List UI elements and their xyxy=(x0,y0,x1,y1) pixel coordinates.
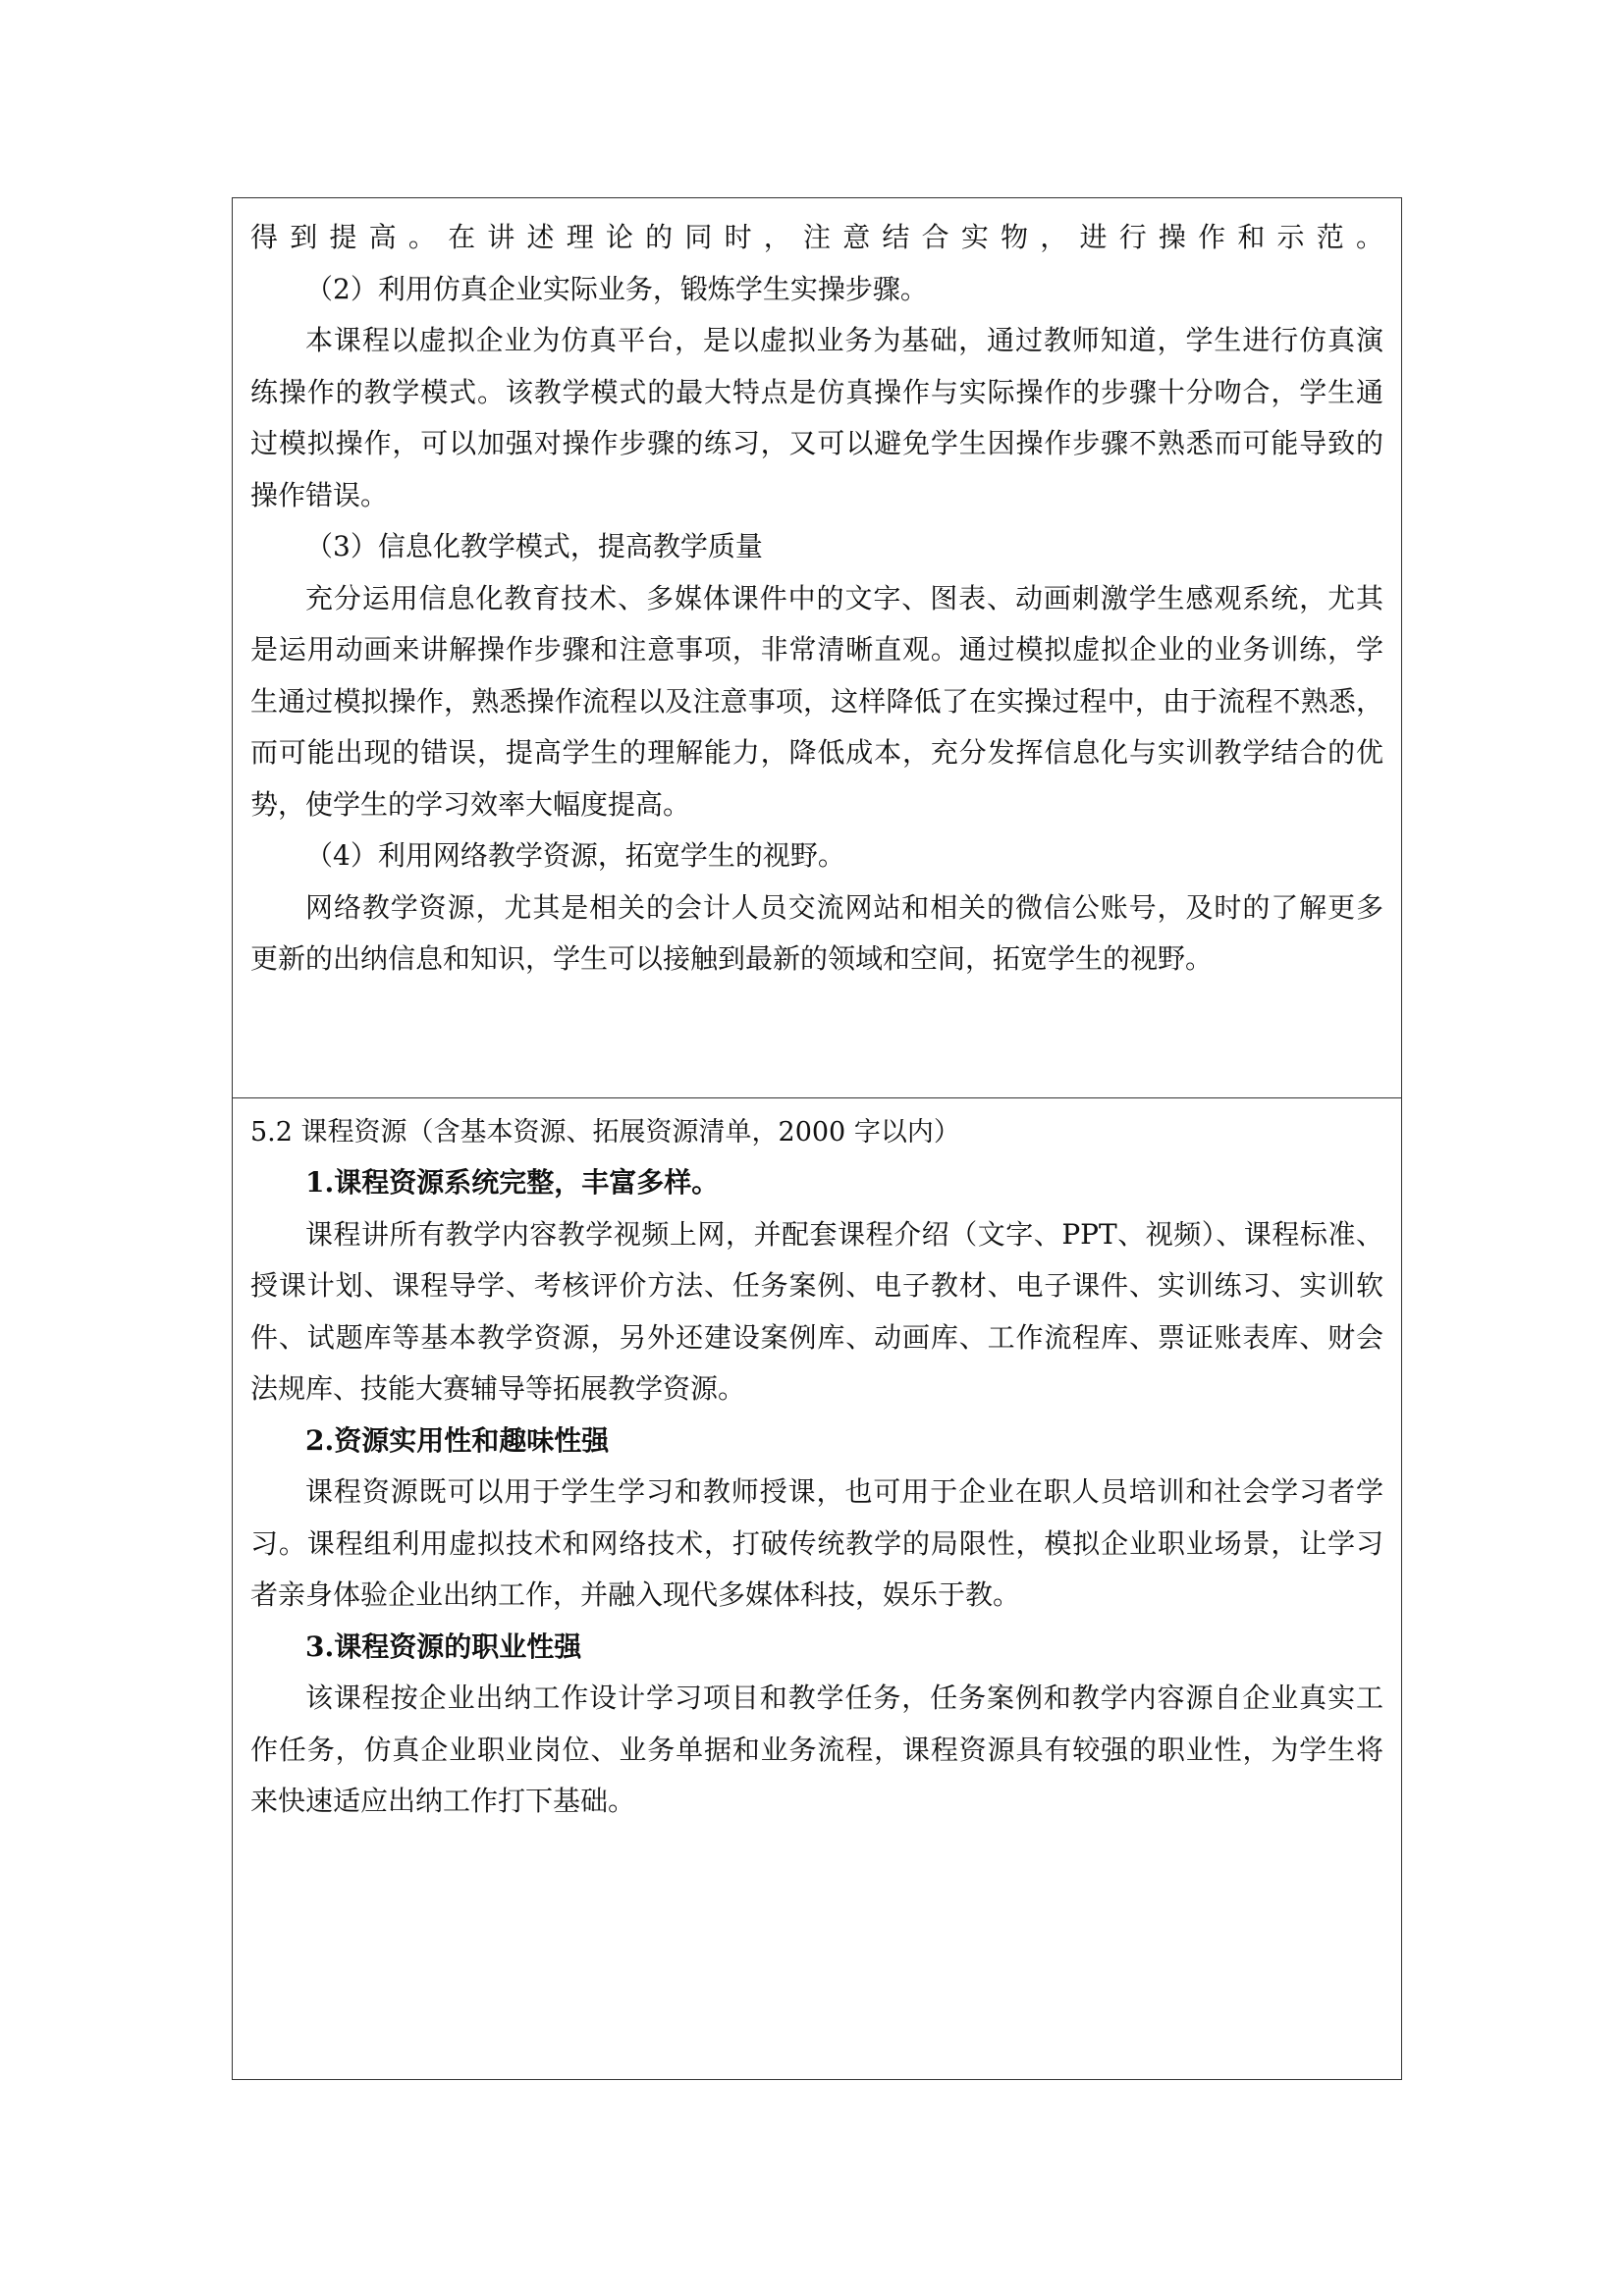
paragraph-line: 作任务，仿真企业职业岗位、业务单据和业务流程，课程资源具有较强的职业性，为学生将 xyxy=(250,1733,1383,1766)
paragraph-line: 来快速适应出纳工作打下基础。 xyxy=(250,1785,636,1817)
subheading-2: （2）利用仿真企业实际业务，锻炼学生实操步骤。 xyxy=(305,272,928,305)
paragraph-line: 得到提高。在讲述理论的同时，注意结合实物，进行操作和示范。 xyxy=(250,221,1383,253)
paragraph-line: 充分运用信息化教育技术、多媒体课件中的文字、图表、动画刺激学生感观系统，尤其 xyxy=(305,581,1383,614)
paragraph-line: 过模拟操作，可以加强对操作步骤的练习，又可以避免学生因操作步骤不熟悉而可能导致的 xyxy=(250,427,1383,459)
heading-1: 1.课程资源系统完整，丰富多样。 xyxy=(305,1166,720,1199)
paragraph-line: 练操作的教学模式。该教学模式的最大特点是仿真操作与实际操作的步骤十分吻合，学生通 xyxy=(250,375,1383,408)
paragraph-line: 势，使学生的学习效率大幅度提高。 xyxy=(250,787,691,821)
paragraph-line: 操作错误。 xyxy=(250,478,389,511)
paragraph-line: 是运用动画来讲解操作步骤和注意事项，非常清晰直观。通过模拟虚拟企业的业务训练，学 xyxy=(250,633,1383,666)
paragraph-line: 而可能出现的错误，提高学生的理解能力，降低成本，充分发挥信息化与实训教学结合的优 xyxy=(250,736,1383,769)
course-form-table xyxy=(232,197,1402,2080)
paragraph-line: 该课程按企业出纳工作设计学习项目和教学任务，任务案例和教学内容源自企业真实工 xyxy=(305,1682,1383,1714)
paragraph-line: 法规库、技能大赛辅导等拓展教学资源。 xyxy=(250,1372,746,1405)
section-5-2-cell xyxy=(233,1098,1401,2079)
paragraph-line: 网络教学资源，尤其是相关的会计人员交流网站和相关的微信公账号，及时的了解更多 xyxy=(305,890,1383,924)
paragraph-line: 授课计划、课程导学、考核评价方法、任务案例、电子教材、电子课件、实训练习、实训软 xyxy=(250,1269,1383,1302)
subheading-4: （4）利用网络教学资源，拓宽学生的视野。 xyxy=(305,839,845,872)
paragraph-line: 习。课程组利用虚拟技术和网络技术，打破传统教学的局限性，模拟企业职业场景，让学习 xyxy=(250,1526,1383,1560)
paragraph-line: 更新的出纳信息和知识，学生可以接触到最新的领域和空间，拓宽学生的视野。 xyxy=(250,942,1214,975)
subheading-3: （3）信息化教学模式，提高教学质量 xyxy=(305,530,763,562)
heading-2: 2.资源实用性和趣味性强 xyxy=(305,1423,610,1457)
section-5-2-title: 5.2 课程资源（含基本资源、拓展资源清单，2000 字以内） xyxy=(250,1117,960,1148)
paragraph-line: 者亲身体验企业出纳工作，并融入现代多媒体科技，娱乐于教。 xyxy=(250,1578,1021,1611)
paragraph-line: 本课程以虚拟企业为仿真平台，是以虚拟业务为基础，通过教师知道，学生进行仿真演 xyxy=(305,324,1383,356)
paragraph-line: 生通过模拟操作，熟悉操作流程以及注意事项，这样降低了在实操过程中，由于流程不熟悉， xyxy=(250,684,1383,718)
heading-3: 3.课程资源的职业性强 xyxy=(305,1629,582,1663)
paragraph-line: 件、试题库等基本教学资源，另外还建设案例库、动画库、工作流程库、票证账表库、财会 xyxy=(250,1320,1383,1354)
paragraph-line: 课程讲所有教学内容教学视频上网，并配套课程介绍（文字、PPT、视频）、课程标准、 xyxy=(305,1217,1383,1251)
section-5-1-cell xyxy=(233,198,1401,1098)
paragraph-line: 课程资源既可以用于学生学习和教师授课，也可用于企业在职人员培训和社会学习者学 xyxy=(305,1475,1383,1508)
